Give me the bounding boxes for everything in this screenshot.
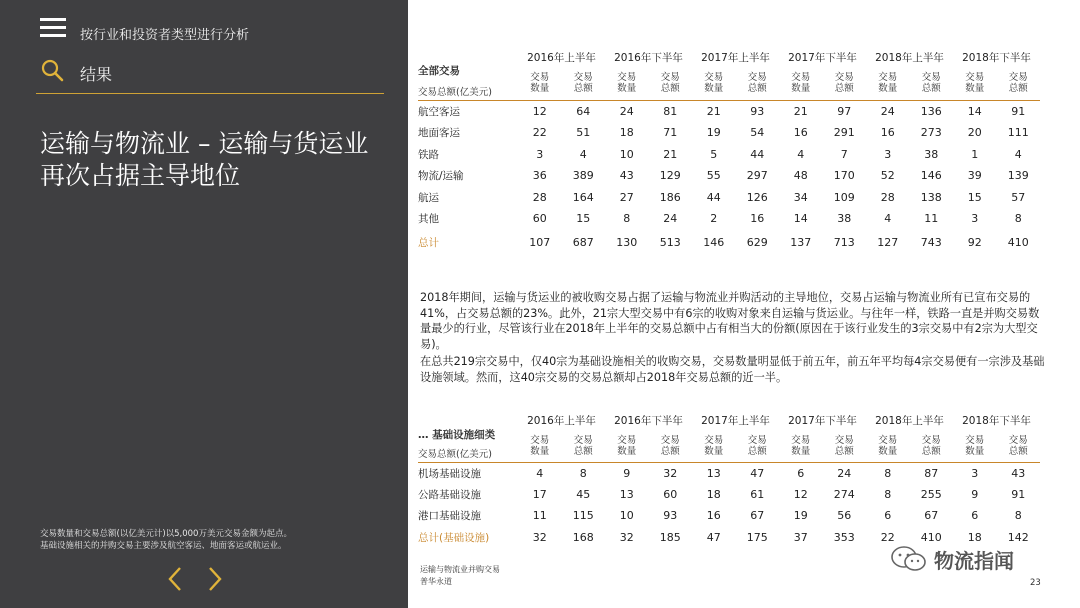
- page-number: 23: [1030, 578, 1041, 588]
- total-cell: 92: [967, 236, 982, 249]
- period-header-row: [418, 48, 1040, 66]
- table-cell: 297: [746, 169, 768, 183]
- table-cell: 8: [562, 463, 606, 484]
- row-label: 铁路: [418, 148, 439, 161]
- table-cell: 4: [518, 463, 562, 484]
- table-row: [418, 122, 1040, 144]
- table-cell: 5: [710, 147, 718, 161]
- period-header-row: [418, 410, 1040, 430]
- table-cell: 291: [833, 126, 855, 140]
- row-label: 航空客运: [418, 101, 518, 123]
- subheader-line1: 交易: [704, 435, 724, 446]
- subheader-line1: 交易: [878, 435, 898, 446]
- table-cell: 15: [576, 212, 591, 226]
- page-title: [40, 128, 400, 192]
- table-cell: 8: [1014, 508, 1022, 522]
- table-cell: 67: [924, 508, 939, 522]
- table-cell: 24: [605, 101, 649, 123]
- table-cell: 2: [710, 212, 718, 226]
- period-header: 2018年上半年: [875, 414, 944, 427]
- section-label: [418, 66, 518, 101]
- total-cell: 713: [833, 236, 855, 249]
- table-cell: 43: [997, 463, 1041, 484]
- subheader-value: [910, 430, 954, 463]
- table-cell: 146: [920, 169, 942, 183]
- row-label: 航运: [418, 191, 439, 204]
- total-cell: 743: [920, 236, 942, 249]
- period-header: 2016年上半年: [527, 414, 596, 427]
- table-cell: 6: [971, 508, 979, 522]
- section-label: [418, 430, 518, 463]
- subheader-line1: 交易: [1008, 435, 1028, 446]
- table-cell: 273: [920, 126, 942, 140]
- table-cell: 24: [823, 463, 867, 484]
- table-cell: 16: [706, 508, 721, 522]
- unit-label: 交易总额(亿美元): [418, 449, 492, 460]
- subheader-line2: 总额: [573, 83, 593, 94]
- subheader-count: [692, 430, 736, 463]
- subheader-line2: 数量: [878, 446, 898, 457]
- table-cell: 138: [920, 190, 942, 204]
- table-cell: 136: [910, 101, 954, 123]
- table-cell: 3: [953, 463, 997, 484]
- header-spacer: [418, 410, 518, 430]
- subheader-line2: 数量: [530, 446, 550, 457]
- table-cell: 3: [884, 147, 892, 161]
- table-cell: 16: [750, 212, 765, 226]
- table-row: [418, 463, 1040, 484]
- subheader-value: [736, 66, 780, 101]
- subheader-line2: 数量: [617, 446, 637, 457]
- subheader-line1: 交易: [791, 435, 811, 446]
- subheader-line2: 数量: [617, 83, 637, 94]
- table-cell: 7: [840, 147, 848, 161]
- table-cell: 126: [746, 190, 768, 204]
- table-cell: 91: [1011, 487, 1026, 501]
- subheader-value: [823, 430, 867, 463]
- period-header: 2017年下半年: [788, 414, 857, 427]
- table-cell: 186: [659, 190, 681, 204]
- table-cell: 48: [793, 169, 808, 183]
- table-cell: 60: [532, 212, 547, 226]
- total-cell: 22: [880, 531, 895, 544]
- total-cell: 629: [746, 236, 768, 249]
- subheader-line1: 交易: [530, 435, 550, 446]
- table-cell: 28: [880, 190, 895, 204]
- period-header: 2016年下半年: [614, 51, 683, 64]
- total-cell: 137: [790, 236, 812, 249]
- period-header: 2016年下半年: [614, 414, 683, 427]
- period-header: 2018年下半年: [962, 414, 1031, 427]
- table-row: [418, 505, 1040, 526]
- total-cell: 410: [1007, 236, 1029, 249]
- total-cell: 18: [967, 531, 982, 544]
- source-line1: 运输与物流业并购交易: [420, 565, 500, 574]
- table-cell: 111: [1007, 126, 1029, 140]
- table-cell: 39: [967, 169, 982, 183]
- total-label: 总计(基础设施): [418, 532, 490, 544]
- subheader-line2: 数量: [704, 446, 724, 457]
- subheader-line2: 总额: [921, 83, 941, 94]
- table-cell: 15: [967, 190, 982, 204]
- table-cell: 16: [880, 126, 895, 140]
- subheader-line1: 交易: [878, 72, 898, 83]
- table-cell: 67: [750, 508, 765, 522]
- total-cell: 175: [746, 531, 768, 544]
- table-cell: 8: [866, 463, 910, 484]
- header-spacer: [418, 48, 518, 66]
- subheader-line2: 总额: [747, 446, 767, 457]
- period-header: 2018年上半年: [875, 51, 944, 64]
- table-cell: 52: [880, 169, 895, 183]
- row-label: 机场基础设施: [418, 463, 518, 484]
- subheader-line1: 交易: [704, 72, 724, 83]
- subheader-line2: 总额: [573, 446, 593, 457]
- subheader-row: [418, 66, 1040, 101]
- total-cell: 32: [532, 531, 547, 544]
- table-cell: 3: [971, 212, 979, 226]
- subheader-count: [866, 430, 910, 463]
- total-cell: 168: [572, 531, 594, 544]
- table-row: [418, 484, 1040, 505]
- table-cell: 54: [750, 126, 765, 140]
- subheader-line2: 总额: [921, 446, 941, 457]
- period-header: 2017年上半年: [701, 51, 770, 64]
- table-cell: 55: [706, 169, 721, 183]
- subheader-value: [997, 66, 1041, 101]
- chevron-right-icon[interactable]: [206, 566, 224, 592]
- table-cell: 19: [706, 126, 721, 140]
- source-note: [420, 564, 500, 588]
- table-cell: 109: [833, 190, 855, 204]
- subheader-line1: 交易: [921, 72, 941, 83]
- table-cell: 14: [953, 101, 997, 123]
- table-cell: 14: [793, 212, 808, 226]
- subheader-value: [823, 66, 867, 101]
- table-cell: 115: [572, 508, 594, 522]
- page-title-line1: 运输与物流业 – 运输与货运业: [40, 129, 369, 158]
- subheader-value: [997, 430, 1041, 463]
- table-cell: 12: [793, 487, 808, 501]
- divider: [36, 93, 384, 94]
- subheader-line2: 总额: [747, 83, 767, 94]
- total-cell: 513: [659, 236, 681, 249]
- table-cell: 6: [884, 508, 892, 522]
- table-cell: 11: [532, 508, 547, 522]
- table-cell: 47: [736, 463, 780, 484]
- table-cell: 8: [1014, 212, 1022, 226]
- row-label: 公路基础设施: [418, 488, 481, 501]
- table-cell: 12: [518, 101, 562, 123]
- paragraph-1: 2018年期间，运输与货运业的被收购交易占据了运输与物流业并购活动的主导地位，交易占运输与物流业所有已宣布交易的41%，占交易总额的23%。此外，21宗大型交易中有6宗的收购对象来自运输与货运业。与往年一样，铁路一直是并购交易数量最少的行业，尽管该行业在2018年上半年的交易总额中占有相当大的份额(原因在于该行业发生的3宗交易中有2宗为大型交易)。: [420, 291, 1040, 351]
- subheader-value: [736, 430, 780, 463]
- row-label: 港口基础设施: [418, 509, 481, 522]
- table-cell: 87: [910, 463, 954, 484]
- table-cell: 16: [793, 126, 808, 140]
- subheader-line1: 交易: [965, 72, 985, 83]
- subheader-line2: 数量: [791, 446, 811, 457]
- table-cell: 21: [779, 101, 823, 123]
- subheader-line1: 交易: [921, 435, 941, 446]
- source-line2: 普华永道: [420, 577, 452, 586]
- table-cell: 24: [866, 101, 910, 123]
- table-cell: 71: [663, 126, 678, 140]
- subheader-count: [605, 66, 649, 101]
- subheader-line2: 总额: [1008, 83, 1028, 94]
- subheader-count: [518, 66, 562, 101]
- table-cell: 57: [1011, 190, 1026, 204]
- subheader-count: [779, 430, 823, 463]
- table-cell: 17: [532, 487, 547, 501]
- total-cell: 410: [920, 531, 942, 544]
- total-cell: 37: [793, 531, 808, 544]
- subheader-line1: 交易: [573, 435, 593, 446]
- table-cell: 274: [833, 487, 855, 501]
- table-cell: 170: [833, 169, 855, 183]
- table-cell: 9: [605, 463, 649, 484]
- footnote: [40, 528, 292, 552]
- table-cell: 10: [619, 147, 634, 161]
- subheader-line1: 交易: [747, 72, 767, 83]
- table-cell: 19: [793, 508, 808, 522]
- subheader-line1: 交易: [660, 435, 680, 446]
- subheader-line2: 数量: [965, 446, 985, 457]
- table-cell: 3: [536, 147, 544, 161]
- table-cell: 1: [971, 147, 979, 161]
- row-label: 物流/运输: [418, 170, 464, 183]
- table-cell: 24: [663, 212, 678, 226]
- table-cell: 81: [649, 101, 693, 123]
- subheader-line1: 交易: [791, 72, 811, 83]
- subheader-line2: 总额: [660, 83, 680, 94]
- subheader-count: [866, 66, 910, 101]
- period-header: 2017年下半年: [788, 51, 857, 64]
- table-cell: 9: [971, 487, 979, 501]
- table-cell: 91: [997, 101, 1041, 123]
- table-cell: 93: [663, 508, 678, 522]
- table-cell: 22: [532, 126, 547, 140]
- table-cell: 139: [1007, 169, 1029, 183]
- subheader-value: [649, 66, 693, 101]
- table-cell: 6: [779, 463, 823, 484]
- unit-label: 交易总额(亿美元): [418, 87, 492, 98]
- table-cell: 21: [663, 147, 678, 161]
- total-label: 总计: [418, 237, 439, 249]
- table-cell: 389: [572, 169, 594, 183]
- table-cell: 61: [750, 487, 765, 501]
- subheader-line1: 交易: [573, 72, 593, 83]
- paragraph-2: 在总共219宗交易中，仅40宗为基础设施相关的收购交易，交易数量明显低于前五年，前五年平均每4宗交易便有一宗涉及基础设施领域。然而，这40宗交易的交易总额却占2018年交易总额的近一半。: [420, 355, 1045, 384]
- table-cell: 44: [706, 190, 721, 204]
- table-cell: 4: [797, 147, 805, 161]
- subheader-count: [518, 430, 562, 463]
- subheader-count: [953, 66, 997, 101]
- period-header: 2017年上半年: [701, 414, 770, 427]
- subheader-value: [910, 66, 954, 101]
- subheader-line1: 交易: [834, 435, 854, 446]
- subheader-count: [953, 430, 997, 463]
- total-cell: 130: [616, 236, 638, 249]
- table-cell: 43: [619, 169, 634, 183]
- subheader-line1: 交易: [1008, 72, 1028, 83]
- total-cell: 142: [1007, 531, 1029, 544]
- table-row: [418, 208, 1040, 230]
- subheader-line1: 交易: [747, 435, 767, 446]
- table-cell: 255: [920, 487, 942, 501]
- watermark: [890, 544, 1014, 574]
- table-cell: 44: [750, 147, 765, 161]
- table-cell: 93: [736, 101, 780, 123]
- row-label: 地面客运: [418, 127, 460, 140]
- section-label-text: 全部交易: [418, 65, 460, 77]
- period-header: 2016年上半年: [527, 51, 596, 64]
- subheader-line2: 总额: [1008, 446, 1028, 457]
- subheader-line2: 总额: [834, 83, 854, 94]
- all-deals-table: [418, 48, 1040, 256]
- subheader-line2: 数量: [704, 83, 724, 94]
- subheader-line1: 交易: [617, 435, 637, 446]
- table-cell: 64: [562, 101, 606, 123]
- search-icon[interactable]: [40, 58, 64, 82]
- table-cell: 60: [663, 487, 678, 501]
- table-cell: 28: [532, 190, 547, 204]
- subheader-line1: 交易: [834, 72, 854, 83]
- table-cell: 34: [793, 190, 808, 204]
- subheader-line1: 交易: [965, 435, 985, 446]
- total-cell: 687: [572, 236, 594, 249]
- table-row: [418, 165, 1040, 187]
- table-cell: 21: [692, 101, 736, 123]
- result-label: 结果: [80, 65, 113, 84]
- table-row: [418, 101, 1040, 123]
- period-header: 2018年下半年: [962, 51, 1031, 64]
- subheader-value: [562, 430, 606, 463]
- footnote-line1: 交易数量和交易总额(以亿美元计)以5,000万美元交易金额为起点。: [40, 529, 292, 539]
- subheader-count: [605, 430, 649, 463]
- subheader-count: [692, 66, 736, 101]
- table-cell: 13: [619, 487, 634, 501]
- page-title-line2: 再次占据主导地位: [40, 161, 241, 190]
- subheader-line2: 总额: [834, 446, 854, 457]
- left-panel: [0, 0, 408, 608]
- table-cell: 45: [576, 487, 591, 501]
- subheader-line2: 数量: [878, 83, 898, 94]
- section-title: 按行业和投资者类型进行分析: [80, 28, 250, 43]
- subheader-line2: 数量: [965, 83, 985, 94]
- table-cell: 56: [837, 508, 852, 522]
- subheader-line2: 数量: [530, 83, 550, 94]
- infrastructure-table: [418, 410, 1040, 550]
- table-cell: 27: [619, 190, 634, 204]
- total-row: [418, 230, 1040, 256]
- subheader-count: [779, 66, 823, 101]
- table-cell: 20: [967, 126, 982, 140]
- subheader-value: [649, 430, 693, 463]
- table-cell: 11: [924, 212, 939, 226]
- footnote-line2: 基础设施相关的并购交易主要涉及航空客运、地面客运或航运业。: [40, 541, 287, 551]
- subheader-line2: 总额: [660, 446, 680, 457]
- table-cell: 8: [623, 212, 631, 226]
- subheader-row: [418, 430, 1040, 463]
- table-cell: 4: [1014, 147, 1022, 161]
- table-cell: 97: [823, 101, 867, 123]
- table-row: [418, 144, 1040, 166]
- table-cell: 8: [884, 487, 892, 501]
- table-cell: 129: [659, 169, 681, 183]
- table-cell: 10: [619, 508, 634, 522]
- section-label-text: … 基础设施细类: [418, 429, 496, 441]
- table-cell: 36: [532, 169, 547, 183]
- subheader-line1: 交易: [530, 72, 550, 83]
- subheader-line1: 交易: [660, 72, 680, 83]
- total-cell: 353: [833, 531, 855, 544]
- subheader-value: [562, 66, 606, 101]
- watermark-text: 物流指闻: [934, 548, 1014, 573]
- total-cell: 32: [619, 531, 634, 544]
- total-cell: 146: [703, 236, 725, 249]
- table-cell: 38: [924, 147, 939, 161]
- total-cell: 47: [706, 531, 721, 544]
- table-cell: 32: [649, 463, 693, 484]
- total-cell: 127: [877, 236, 899, 249]
- table-cell: 18: [706, 487, 721, 501]
- table-cell: 13: [692, 463, 736, 484]
- total-cell: 107: [529, 236, 551, 249]
- wechat-icon: [890, 544, 928, 574]
- table-cell: 51: [576, 126, 591, 140]
- table-cell: 18: [619, 126, 634, 140]
- row-label: 其他: [418, 213, 439, 226]
- subheader-line1: 交易: [617, 72, 637, 83]
- total-cell: 185: [659, 531, 681, 544]
- table-cell: 4: [579, 147, 587, 161]
- chevron-left-icon[interactable]: [166, 566, 184, 592]
- menu-icon[interactable]: [40, 18, 66, 38]
- subheader-line2: 数量: [791, 83, 811, 94]
- table-cell: 38: [837, 212, 852, 226]
- table-cell: 164: [572, 190, 594, 204]
- table-cell: 4: [884, 212, 892, 226]
- table-row: [418, 187, 1040, 209]
